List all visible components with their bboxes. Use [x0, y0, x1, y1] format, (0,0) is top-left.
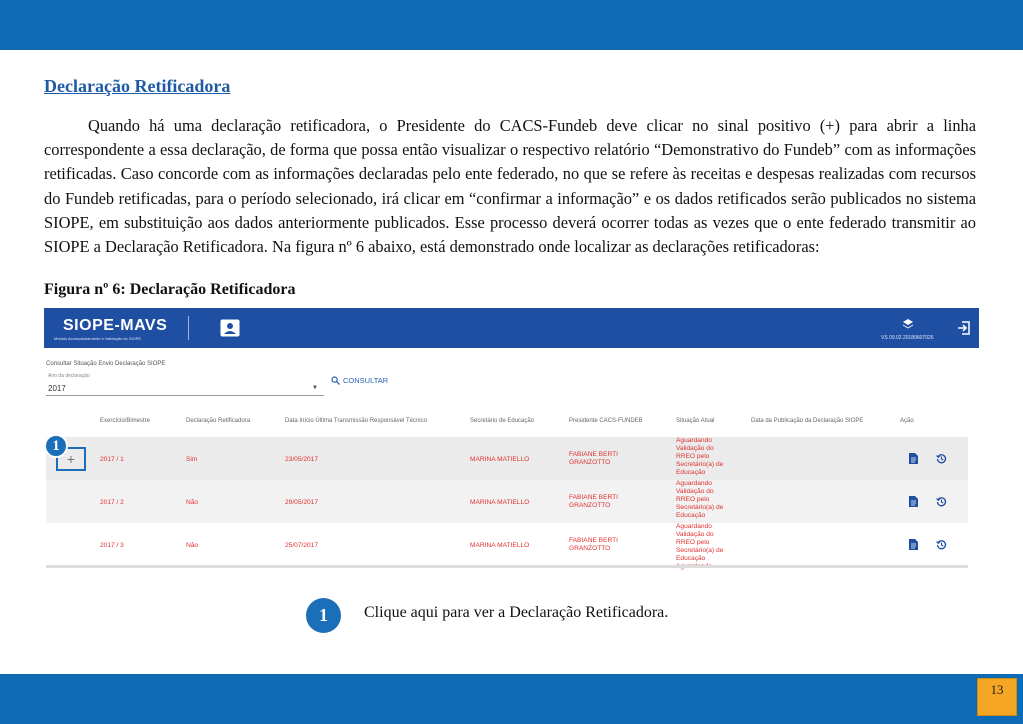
period-cell: 2017 / 3: [100, 542, 124, 549]
history-icon[interactable]: [936, 539, 947, 550]
date-cell: 23/05/2017: [285, 456, 319, 463]
plus-icon: +: [66, 451, 76, 467]
document-icon[interactable]: [909, 453, 918, 464]
column-header: Ação: [900, 418, 914, 424]
footer-band: [0, 674, 1023, 724]
app-subtitle: Módulo Acompanhamento e Validação do SIOPE: [54, 336, 142, 341]
year-select[interactable]: 2017: [48, 384, 66, 393]
column-header: Declaração Retificadora: [186, 418, 251, 424]
history-icon[interactable]: [936, 496, 947, 507]
period-cell: 2017 / 1: [100, 456, 124, 463]
page-number: 13: [977, 678, 1017, 716]
logout-icon[interactable]: [957, 321, 971, 335]
column-header: Situação Atual: [676, 418, 715, 424]
app-header: [44, 308, 979, 348]
president-cell-line1: FABIANE BERTI: [569, 451, 618, 458]
figure-caption: Figura nº 6: Declaração Retificadora: [44, 281, 296, 298]
secretary-cell: MARINA MATIELLO: [470, 456, 530, 463]
president-cell-line2: GRANZOTTO: [569, 502, 611, 509]
history-icon[interactable]: [936, 453, 947, 464]
date-cell: 29/05/2017: [285, 499, 319, 506]
search-icon: [331, 376, 340, 385]
app-name: SIOPE-MAVS: [63, 317, 168, 334]
legend-text: Clique aqui para ver a Declaração Retificadora.: [364, 604, 669, 621]
header-divider: [188, 316, 189, 340]
figure-marker-badge: 1: [44, 434, 68, 458]
column-header: Data da Publicação da Declaração SIOPE: [751, 418, 864, 424]
version-label: VS 09.02.20180607026: [881, 335, 934, 341]
body-paragraph: Quando há uma declaração retificadora, o Presidente do CACS-Fundeb deve clicar no sinal positivo (+) para abrir a linha correspondente a essa declaração, de forma que possa então visualizar o respectivo relatório “Demonstrativo do Fundeb” com as informações retificadas. Caso concorde com as informações declaradas pelo ente federado, no que se refere às receitas e despesas realizadas com recursos do Fundeb retificadas, para o período selecionado, irá clicar em “confirmar a informação” e os dados retificados serão publicados no sistema SIOPE, em substituição aos dados anteriormente publicados. Esse processo deverá ocorrer todas as vezes que o ente federado transmitir ao SIOPE a Declaração Retificadora. Na figura nº 6 abaixo, está demonstrado onde localizar as declarações retificadoras:: [44, 116, 976, 257]
consult-section-label: Consultar Situação Envio Declaração SIOPE: [46, 361, 166, 367]
status-cell: Aguardando Validação do RREO pelo Secretário(a) de Educação: [676, 480, 724, 519]
rectifying-cell: Não: [186, 499, 199, 506]
secretary-cell: MARINA MATIELLO: [470, 499, 530, 506]
date-cell: 25/07/2017: [285, 542, 319, 549]
status-cell: Aguardando Validação do RREO pelo Secretário(a) de Educação: [676, 523, 724, 562]
president-cell-line1: FABIANE BERTI: [569, 537, 618, 544]
layers-icon: [902, 318, 914, 330]
column-header: Exercício/Bimestre: [100, 418, 151, 424]
column-header: Data Início Última Transmissão Responsável Técnico: [285, 418, 427, 424]
president-cell-line2: GRANZOTTO: [569, 459, 611, 466]
table-bottom-border: [46, 565, 968, 568]
consult-button-label: CONSULTAR: [343, 376, 389, 385]
table-row: [46, 437, 968, 480]
header-band: [0, 0, 1023, 50]
app-screenshot-figure: [44, 306, 979, 571]
document-icon[interactable]: [909, 496, 918, 507]
dropdown-caret-icon[interactable]: ▼: [312, 385, 318, 391]
secretary-cell: MARINA MATIELLO: [470, 542, 530, 549]
period-cell: 2017 / 2: [100, 499, 124, 506]
president-cell-line2: GRANZOTTO: [569, 545, 611, 552]
page-title: Declaração Retificadora: [44, 76, 231, 96]
table-row: [46, 480, 968, 523]
column-header: Secretário de Educação: [470, 418, 535, 424]
column-header: Presidente CACS-FUNDEB: [569, 418, 643, 424]
legend-marker-badge: 1: [306, 598, 341, 633]
rectifying-cell: Não: [186, 542, 199, 549]
status-cell: Aguardando Validação do RREO pelo Secretário(a) de Educação: [676, 437, 724, 476]
year-select-underline: [46, 395, 324, 396]
year-field-label: Ano da declaração: [48, 373, 90, 379]
president-cell-line1: FABIANE BERTI: [569, 494, 618, 501]
table-row: [46, 523, 968, 566]
user-card-icon[interactable]: [220, 319, 240, 337]
consult-button[interactable]: [331, 376, 388, 385]
document-icon[interactable]: [909, 539, 918, 550]
rectifying-cell: Sim: [186, 456, 198, 463]
